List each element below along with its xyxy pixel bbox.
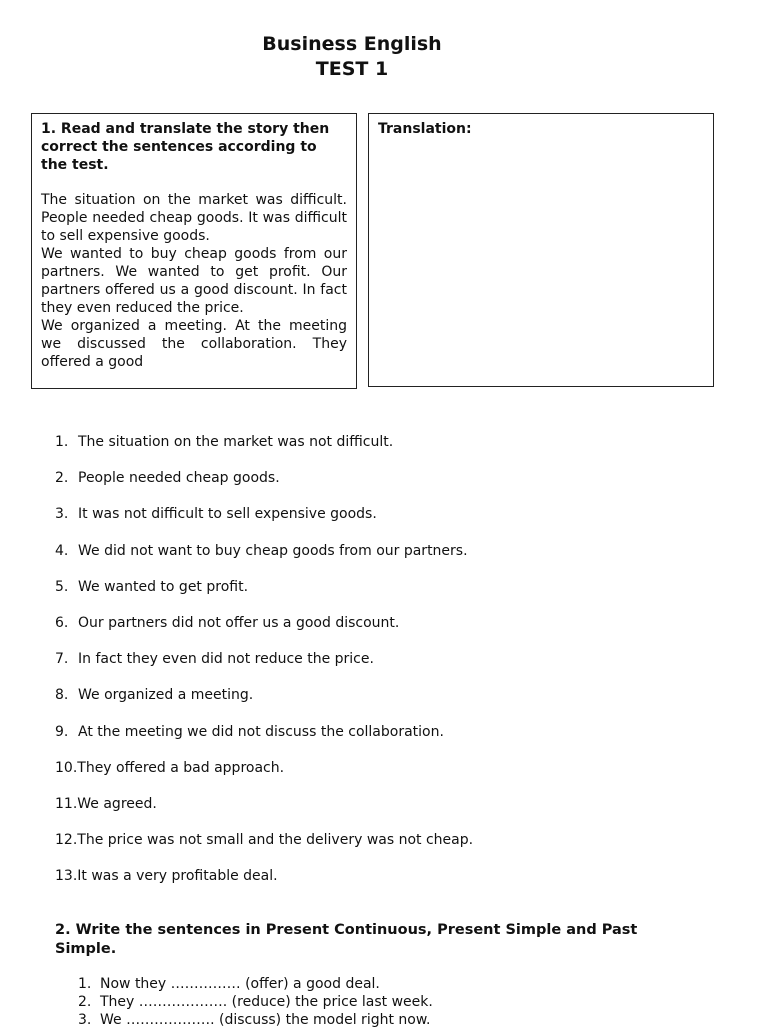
list-item: 1. The situation on the market was not difficult. xyxy=(55,434,394,450)
story-box xyxy=(31,113,357,389)
list-item: 12.The price was not small and the delivery was not cheap. xyxy=(55,832,474,849)
task2-heading: 2. Write the sentences in Present Continuous, Present Simple and Past Simple. xyxy=(55,922,638,957)
list-item: 9. At the meeting we did not discuss the collaboration. xyxy=(55,723,444,740)
list-item: 3. We ………………. (discuss) the model right now. xyxy=(78,1012,431,1028)
list-item: 2. People needed cheap goods. xyxy=(55,470,280,487)
document-title: Business English xyxy=(262,33,442,55)
list-item: 10.They offered a bad approach. xyxy=(55,759,285,776)
list-item: 8. We organized a meeting. xyxy=(55,687,254,704)
translation-label: Translation: xyxy=(378,121,472,137)
correction-list xyxy=(55,432,473,902)
translation-box[interactable] xyxy=(368,113,714,387)
exercise-list xyxy=(78,975,433,1029)
list-item: 13.It was a very profitable deal. xyxy=(55,868,278,885)
list-item: 7. In fact they even did not reduce the price. xyxy=(55,651,374,668)
list-item: 2. They ………………. (reduce) the price last week. xyxy=(78,994,433,1010)
list-item: 6. Our partners did not offer us a good discount. xyxy=(55,614,400,631)
document-subtitle: TEST 1 xyxy=(315,58,389,80)
task1-heading: 1. Read and translate the story then correct the sentences according to the test. xyxy=(41,121,330,173)
list-item: 3. It was not difficult to sell expensive goods. xyxy=(55,506,377,523)
story-paragraph: The situation on the market was difficult. People needed cheap goods. It was difficult to sell expensive goods. xyxy=(41,192,347,244)
list-item: 5. We wanted to get profit. xyxy=(55,578,249,595)
list-item: 11.We agreed. xyxy=(55,795,157,812)
list-item: 1. Now they …………… (offer) a good deal. xyxy=(78,976,380,992)
story-paragraph: We organized a meeting. At the meeting we discussed the collaboration. They offered a good xyxy=(41,318,347,370)
list-item: 4. We did not want to buy cheap goods from our partners. xyxy=(55,542,468,559)
document-header xyxy=(0,32,704,82)
story-paragraph: We wanted to buy cheap goods from our partners. We wanted to get profit. Our partners offered us a good discount. In fact they even reduced the price. xyxy=(41,246,347,316)
story-text xyxy=(41,191,347,371)
